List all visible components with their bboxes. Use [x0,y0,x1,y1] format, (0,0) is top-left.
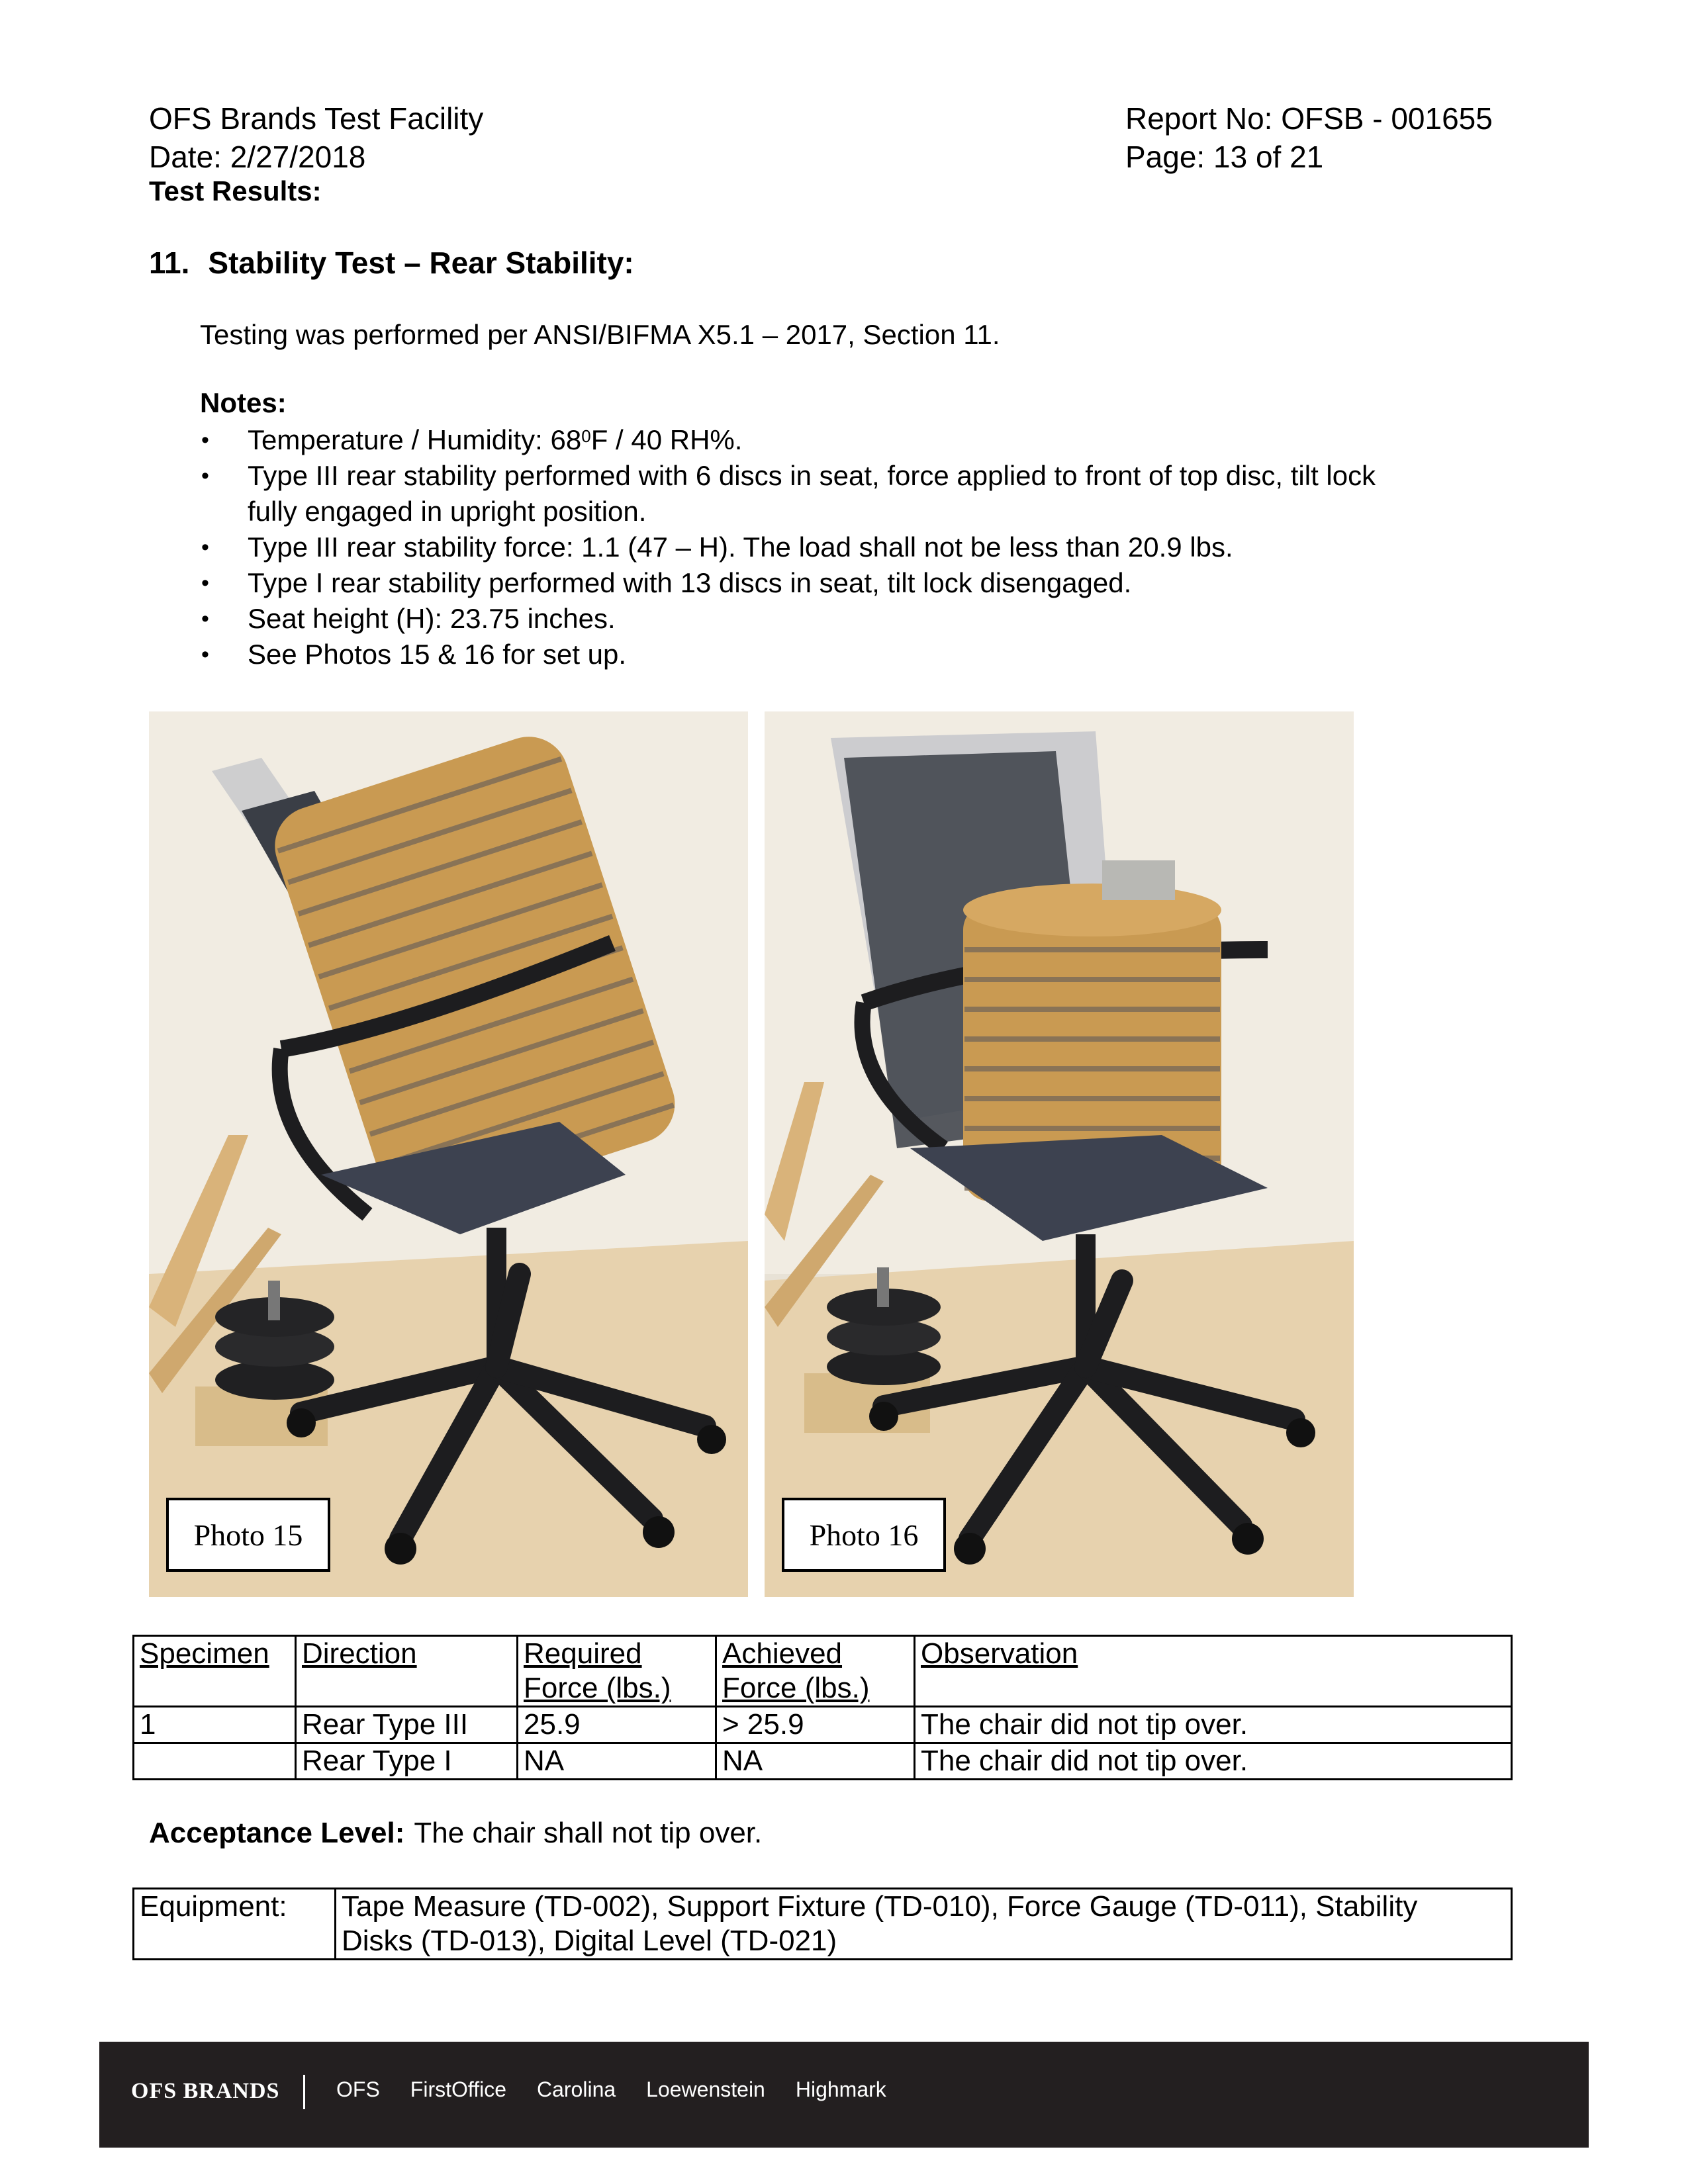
report-header-right [1125,99,1493,176]
table-cell: Rear Type I [296,1743,518,1780]
report-number: Report No: OFSB - 001655 [1125,101,1493,136]
equipment-list: Tape Measure (TD-002), Support Fixture (TD-010), Force Gauge (TD-011), Stability Disks (TD-013), Digital Level (TD-021) [336,1889,1512,1960]
bullet-icon: • [201,428,209,453]
acceptance-text: The chair shall not tip over. [414,1817,763,1849]
table-cell: 25.9 [518,1707,716,1743]
note-item: • Seat height (H): 23.75 inches. [200,601,1524,637]
report-date: Date: 2/27/2018 [149,140,366,174]
photo-16-image [765,711,1354,1597]
footer-bar [99,2042,1589,2148]
results-table [132,1635,1513,1780]
bullet-icon: • [201,606,209,631]
table-header-cell: Required Force (lbs.) [518,1636,716,1707]
footer-brand: OFS [336,2077,380,2101]
note-item: • Type III rear stability force: 1.1 (47 – H). The load shall not be less than 20.9 lbs. [200,529,1524,565]
test-standard-text: Testing was performed per ANSI/BIFMA X5.1 – 2017, Section 11. [200,319,1000,350]
photo-15-image [149,711,748,1597]
equipment-label: Equipment: [134,1889,336,1960]
section-title-text: Stability Test – Rear Stability: [208,246,634,280]
report-header-left [149,99,483,176]
bullet-icon: • [201,570,209,596]
table-cell: > 25.9 [716,1707,915,1743]
table-row [134,1743,1512,1780]
table-cell: The chair did not tip over. [915,1743,1512,1780]
note-item: • Type III rear stability performed with 6 discs in seat, force applied to front of top disc, tilt lock fully engaged in upright position. [200,458,1524,529]
equipment-table [132,1888,1513,1960]
facility-name: OFS Brands Test Facility [149,101,484,136]
table-cell: The chair did not tip over. [915,1707,1512,1743]
footer-divider [303,2075,305,2109]
bullet-icon: • [201,463,209,488]
table-cell: Rear Type III [296,1707,518,1743]
table-cell: NA [518,1743,716,1780]
table-row [134,1889,1512,1960]
section-number: 11. [149,246,190,280]
photo-15 [149,711,748,1597]
ofs-brands-logo: OFS BRANDS [131,2079,280,2103]
table-header-cell: Observation [915,1636,1512,1707]
footer-brand: Carolina [536,2077,616,2101]
table-header-cell: Achieved Force (lbs.) [716,1636,915,1707]
table-cell: 1 [134,1707,296,1743]
acceptance-label: Acceptance Level: [149,1817,405,1849]
footer-brand: Loewenstein [646,2077,765,2101]
footer-brand-list [336,2077,886,2102]
bullet-icon: • [201,642,209,667]
table-cell: NA [716,1743,915,1780]
section-title [149,245,634,281]
note-item: • See Photos 15 & 16 for set up. [200,637,1524,672]
table-header-row [134,1636,1512,1707]
photo-16 [765,711,1354,1597]
note-item: • Temperature / Humidity: $68^0F / 40$ RH%. [200,422,1524,458]
test-results-heading: Test Results: [149,175,322,206]
table-cell [134,1743,296,1780]
footer-brand: FirstOffice [410,2077,506,2101]
note-item: • Type I rear stability performed with 13 discs in seat, tilt lock disengaged. [200,565,1524,601]
bullet-icon: • [201,535,209,560]
photo-16-caption: Photo 16 [782,1498,946,1572]
notes-list [200,422,1524,672]
photo-15-caption: Photo 15 [166,1498,330,1572]
page-number: Page: 13 of 21 [1125,140,1324,174]
table-header-cell: Direction [296,1636,518,1707]
acceptance-level [149,1817,762,1850]
footer-brand: Highmark [795,2077,886,2101]
table-header-cell: Specimen [134,1636,296,1707]
table-row [134,1707,1512,1743]
notes-heading: Notes: [200,387,287,418]
